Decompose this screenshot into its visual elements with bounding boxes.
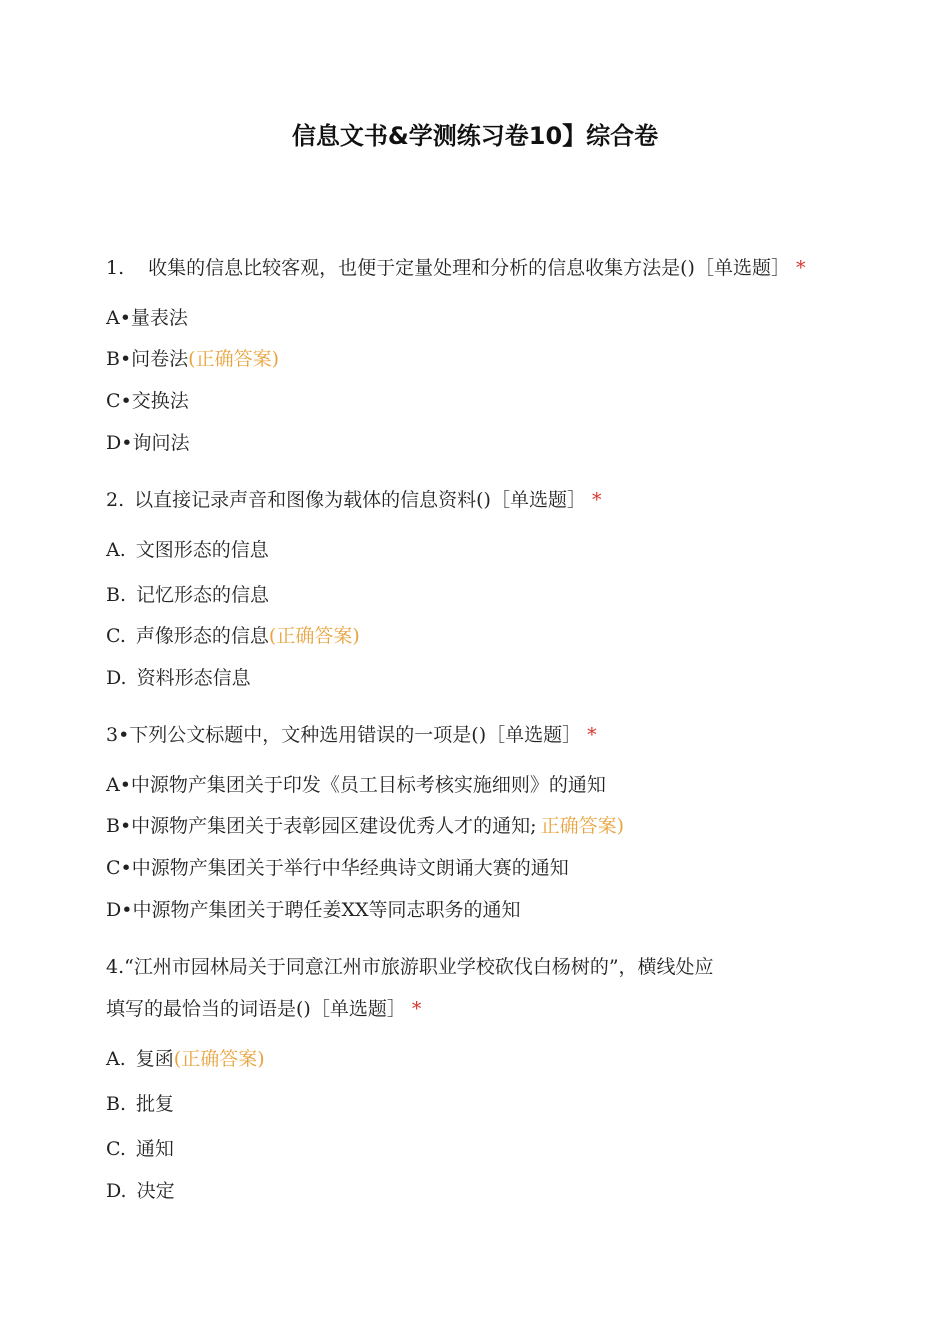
question-4-option-c[interactable] <box>106 1136 174 1162</box>
option-label: D. <box>106 667 127 689</box>
option-label: C. <box>106 1138 126 1160</box>
option-text: 记忆形态的信息 <box>136 584 270 606</box>
question-3-option-d[interactable] <box>106 897 521 923</box>
question-4-option-d[interactable] <box>106 1178 175 1204</box>
correct-answer-badge: (正确答案) <box>268 625 360 647</box>
page-title: 信息文书&学测练习卷10】综合卷 <box>291 122 659 150</box>
option-label: D. <box>106 1180 127 1202</box>
option-text: B•中源物产集团关于表彰园区建设优秀人才的通知; <box>106 815 537 837</box>
question-2-number: 2. <box>106 489 125 511</box>
question-1-number: 1. <box>106 257 125 279</box>
option-text: 资料形态信息 <box>136 667 251 689</box>
question-4-option-a[interactable] <box>106 1046 265 1072</box>
required-mark: * <box>411 998 422 1020</box>
question-2-option-a[interactable] <box>106 537 269 563</box>
question-4-text-continued: 填写的最恰当的词语是()［单选题］ <box>106 998 406 1020</box>
option-text: D•询问法 <box>106 432 190 454</box>
question-2-option-c[interactable] <box>106 623 360 649</box>
option-text: 通知 <box>135 1138 174 1160</box>
correct-answer-badge: (正确答案) <box>173 1048 265 1070</box>
option-text: C•中源物产集团关于举行中华经典诗文朗诵大赛的通知 <box>106 857 569 879</box>
required-mark: * <box>587 724 597 746</box>
question-2 <box>106 487 602 513</box>
question-2-option-b[interactable] <box>106 582 269 608</box>
option-label: A. <box>106 539 126 561</box>
question-1-option-b[interactable] <box>106 346 279 372</box>
option-text: A•量表法 <box>106 307 188 329</box>
question-1 <box>106 255 806 281</box>
option-label: B. <box>106 584 127 606</box>
option-text: A•中源物产集团关于印发《员工目标考核实施细则》的通知 <box>106 774 606 796</box>
question-4-option-b[interactable] <box>106 1091 174 1117</box>
option-text: 文图形态的信息 <box>135 539 269 561</box>
option-text: 决定 <box>136 1180 175 1202</box>
question-3-option-b[interactable] <box>106 813 624 839</box>
question-3-option-a[interactable] <box>106 772 606 798</box>
option-label: B. <box>106 1093 127 1115</box>
option-text: 批复 <box>136 1093 175 1115</box>
option-text: 声像形态的信息 <box>135 625 269 647</box>
option-text: B•问卷法 <box>106 348 189 370</box>
option-text: 复函 <box>135 1048 174 1070</box>
option-text: C•交换法 <box>106 390 189 412</box>
correct-answer-badge: (正确答案) <box>188 348 279 370</box>
question-4-line-2 <box>106 996 421 1022</box>
correct-answer-badge: 正确答案) <box>540 815 624 837</box>
question-2-text: 以直接记录声音和图像为载体的信息资料()［单选题］ <box>134 489 586 511</box>
option-label: A. <box>106 1048 126 1070</box>
question-3-option-c[interactable] <box>106 855 569 881</box>
required-mark: * <box>592 489 602 511</box>
option-text: D•中源物产集团关于聘任姜XX等同志职务的通知 <box>106 899 521 921</box>
required-mark: * <box>796 257 806 279</box>
question-4-text: 4.“江州市园林局关于同意江州市旅游职业学校砍伐白杨树的”，横线处应 <box>106 956 714 978</box>
question-4-line-1 <box>106 954 714 980</box>
question-1-text: 收集的信息比较客观，也便于定量处理和分析的信息收集方法是()［单选题］ <box>148 257 790 279</box>
option-label: C. <box>106 625 126 647</box>
question-2-option-d[interactable] <box>106 665 251 691</box>
question-1-option-c[interactable] <box>106 388 189 414</box>
question-3 <box>106 722 597 748</box>
question-1-option-a[interactable] <box>106 305 188 331</box>
question-1-option-d[interactable] <box>106 430 189 456</box>
question-3-text: 3•下列公文标题中，文种选用错误的一项是()［单选题］ <box>106 724 582 746</box>
